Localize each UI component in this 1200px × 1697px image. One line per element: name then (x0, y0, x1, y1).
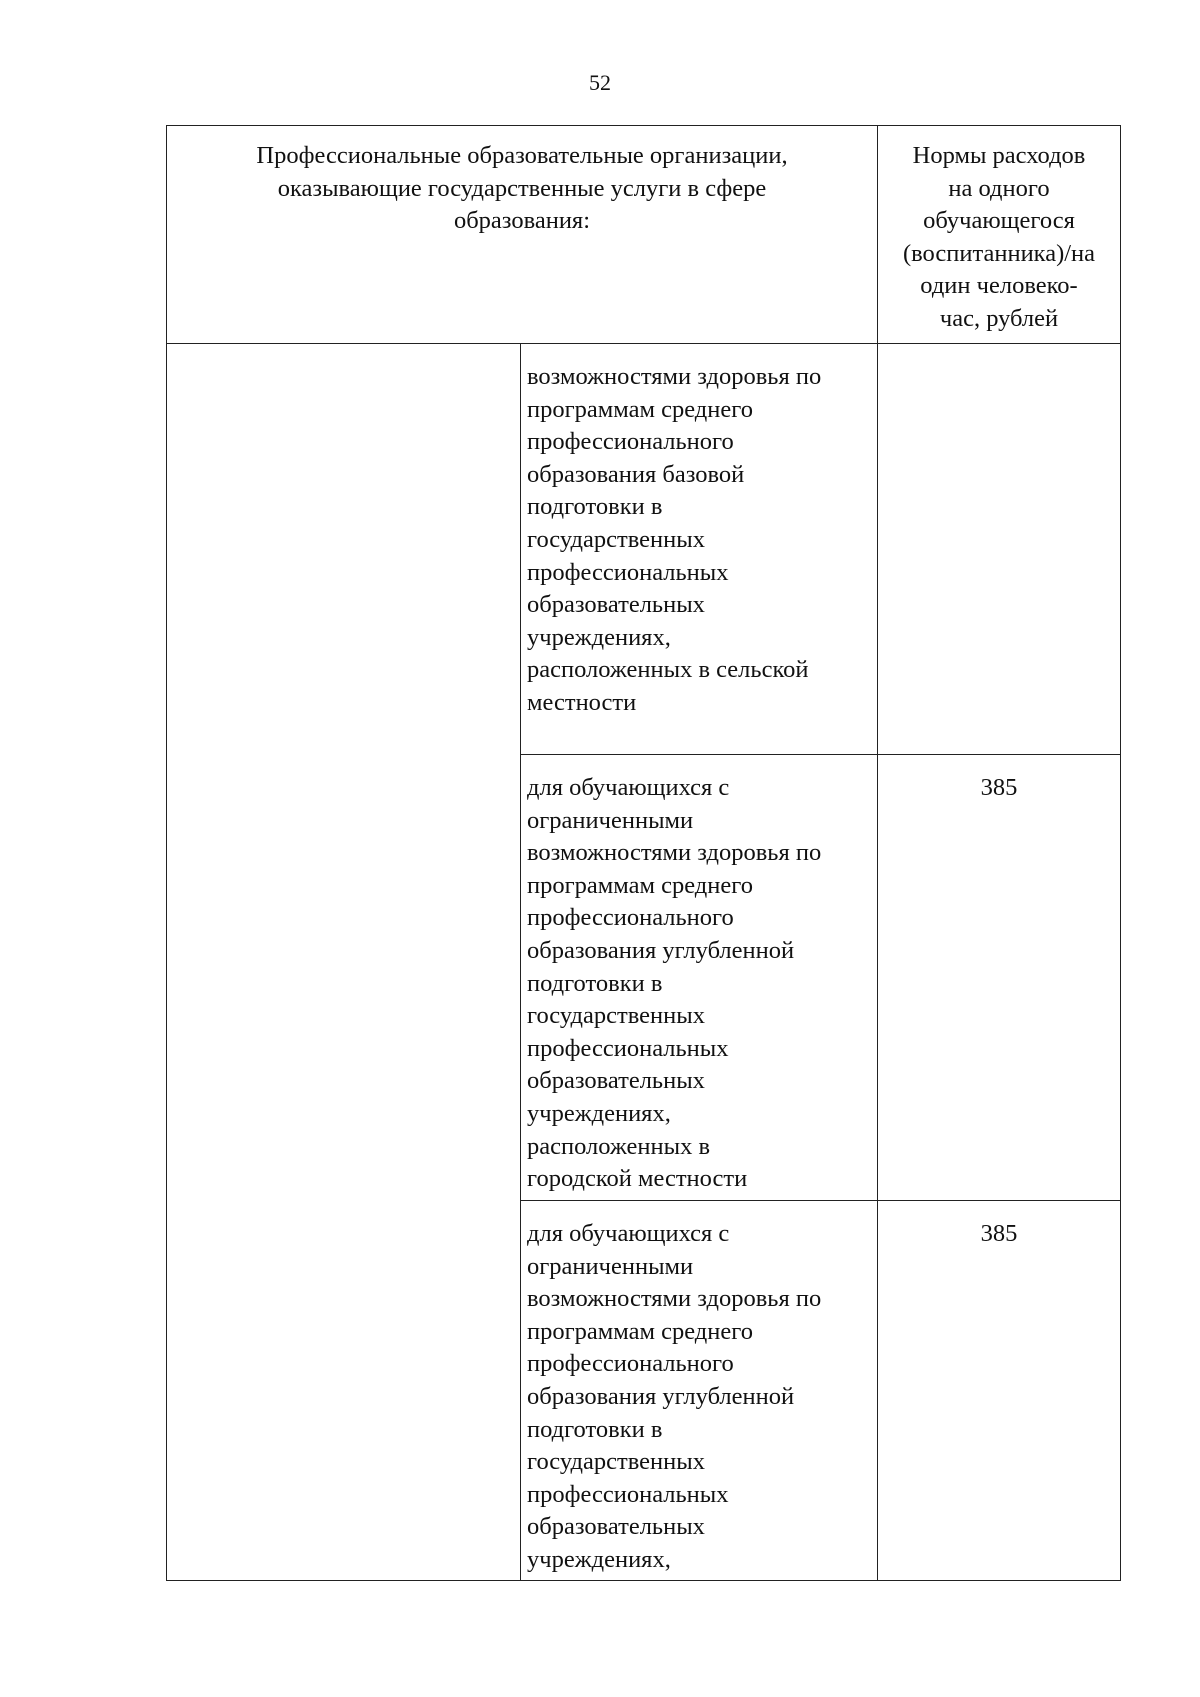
table-header-row (167, 126, 1121, 344)
table-row (167, 344, 1121, 755)
header-line: один человеко- (920, 272, 1078, 300)
category-line: для обучающихся с (527, 1220, 730, 1247)
category-line: образования углубленной (527, 1382, 795, 1410)
category-line: для обучающихся с (527, 774, 730, 801)
category-line: возможностями здоровья по (527, 363, 822, 390)
header-organizations (167, 126, 878, 344)
header-line: оказывающие государственные услуги в сфере (277, 174, 767, 202)
header-line: образования: (453, 207, 591, 235)
norms-table (166, 125, 1121, 1581)
category-line: государственных (527, 525, 705, 553)
category-line: программам среднего (527, 395, 753, 423)
category-line: учреждениях, (527, 1099, 671, 1127)
category-line: образования углубленной (527, 936, 795, 964)
category-line: расположенных в сельской (527, 656, 809, 684)
header-line: на одного (948, 174, 1050, 202)
category-line: городской местности (527, 1165, 748, 1193)
category-line: подготовки в (527, 493, 663, 521)
norm-value-cell: 385 (878, 755, 1121, 1201)
category-line: учреждениях, (527, 623, 671, 651)
category-line: ограниченными (527, 1252, 694, 1280)
header-line: (воспитанника)/на (902, 239, 1096, 267)
category-line: образовательных (527, 1067, 705, 1095)
category-line: профессиональных (527, 558, 729, 586)
category-line: профессионального (527, 904, 734, 932)
category-cell (521, 755, 878, 1201)
category-line: профессионального (527, 1350, 734, 1378)
header-line: Нормы расходов (912, 142, 1086, 169)
category-line: государственных (527, 1448, 705, 1476)
page-number: 52 (589, 70, 611, 95)
category-line: расположенных в (527, 1132, 711, 1160)
category-cell (521, 1201, 878, 1581)
category-line: государственных (527, 1002, 705, 1030)
category-line: подготовки в (527, 969, 663, 997)
header-line: Профессиональные образовательные организации, (256, 142, 788, 169)
category-line: возможностями здоровья по (527, 839, 822, 867)
category-line: профессиональных (527, 1034, 729, 1062)
header-line: час, рублей (939, 304, 1059, 332)
category-line: местности (527, 688, 637, 716)
norm-value-cell (878, 344, 1121, 755)
category-line: учреждениях, (527, 1545, 671, 1573)
category-line: ограниченными (527, 806, 694, 834)
organization-name-cell (167, 344, 521, 1581)
category-line: профессионального (527, 428, 734, 456)
category-cell (521, 344, 878, 755)
category-line: программам среднего (527, 1317, 753, 1345)
category-line: возможностями здоровья по (527, 1285, 822, 1313)
category-line: программам среднего (527, 871, 753, 899)
category-line: образовательных (527, 591, 705, 619)
category-line: образовательных (527, 1513, 705, 1541)
header-line: обучающегося (923, 207, 1075, 235)
category-line: профессиональных (527, 1480, 729, 1508)
norm-value-cell: 385 (878, 1201, 1121, 1581)
category-line: подготовки в (527, 1415, 663, 1443)
category-line: образования базовой (527, 460, 745, 488)
header-norms (878, 126, 1121, 344)
